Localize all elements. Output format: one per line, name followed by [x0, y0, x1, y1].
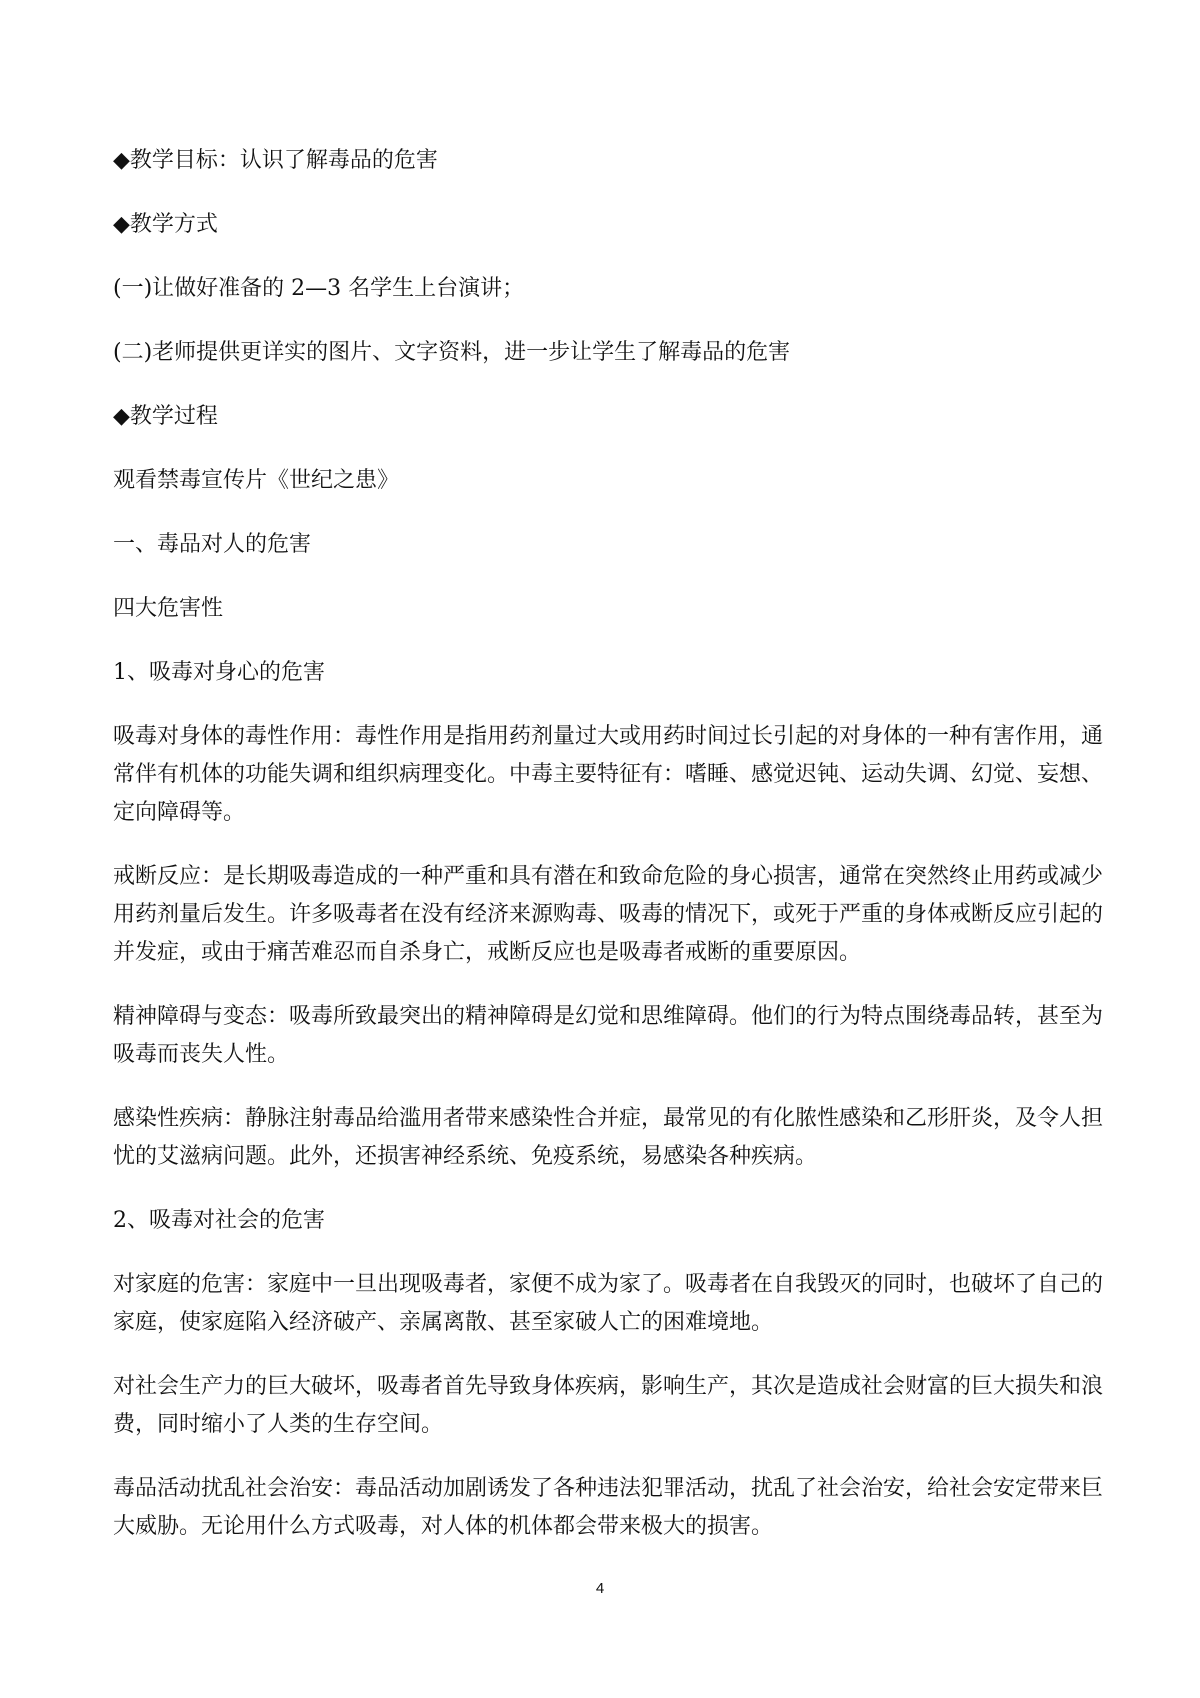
- method-item-1: (一)让做好准备的 2—3 名学生上台演讲；: [113, 276, 525, 301]
- teaching-process-heading: ◆教学过程: [113, 404, 218, 429]
- method-item-2: (二)老师提供更详实的图片、文字资料，进一步让学生了解毒品的危害: [113, 340, 791, 365]
- harm-1-paragraph-mental: 精神障碍与变态：吸毒所致最突出的精神障碍是幻觉和思维障碍。他们的行为特点围绕毒品转，甚至为吸毒而丧失人性。: [113, 1004, 1104, 1067]
- harm-2-paragraph-productivity: 对社会生产力的巨大破坏，吸毒者首先导致身体疾病，影响生产，其次是造成社会财富的巨大损失和浪费，同时缩小了人类的生存空间。: [113, 1374, 1104, 1437]
- harm-2-title: 2、吸毒对社会的危害: [113, 1208, 325, 1233]
- four-harms-heading: 四大危害性: [113, 596, 224, 621]
- teaching-goal-heading: ◆教学目标：认识了解毒品的危害: [113, 148, 438, 173]
- harm-1-title: 1、吸毒对身心的危害: [113, 660, 325, 685]
- harm-2-paragraph-family: 对家庭的危害：家庭中一旦出现吸毒者，家便不成为家了。吸毒者在自我毁灭的同时，也破坏了自己的家庭，使家庭陷入经济破产、亲属离散、甚至家破人亡的困难境地。: [113, 1272, 1104, 1335]
- harm-1-paragraph-toxicity: 吸毒对身体的毒性作用：毒性作用是指用药剂量过大或用药时间过长引起的对身体的一种有害作用，通常伴有机体的功能失调和组织病理变化。中毒主要特征有：嗜睡、感觉迟钝、运动失调、幻觉、妄想、定向障碍等。: [113, 724, 1104, 825]
- part-one-heading: 一、毒品对人的危害: [113, 532, 312, 557]
- video-line: 观看禁毒宣传片《世纪之患》: [113, 468, 400, 493]
- teaching-method-heading: ◆教学方式: [113, 212, 218, 237]
- harm-2-paragraph-security: 毒品活动扰乱社会治安：毒品活动加剧诱发了各种违法犯罪活动，扰乱了社会治安，给社会安定带来巨大威胁。无论用什么方式吸毒，对人体的机体都会带来极大的损害。: [113, 1476, 1104, 1539]
- harm-1-paragraph-infection: 感染性疾病：静脉注射毒品给滥用者带来感染性合并症，最常见的有化脓性感染和乙形肝炎，及令人担忧的艾滋病问题。此外，还损害神经系统、免疫系统，易感染各种疾病。: [113, 1106, 1104, 1169]
- page-number: 4: [595, 1580, 605, 1597]
- page-content: [113, 142, 1103, 1572]
- harm-1-paragraph-withdrawal: 戒断反应：是长期吸毒造成的一种严重和具有潜在和致命危险的身心损害，通常在突然终止用药或减少用药剂量后发生。许多吸毒者在没有经济来源购毒、吸毒的情况下，或死于严重的身体戒断反应引起的并发症，或由于痛苦难忍而自杀身亡，戒断反应也是吸毒者戒断的重要原因。: [113, 864, 1104, 965]
